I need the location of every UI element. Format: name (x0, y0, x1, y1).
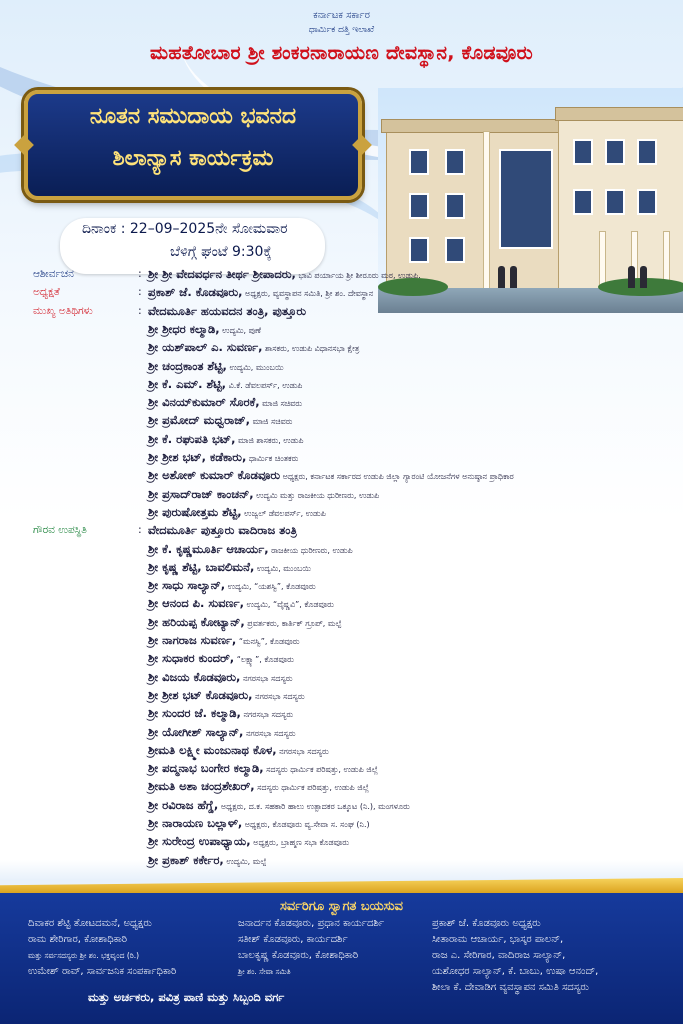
guest-row (148, 340, 359, 355)
guest-name: ಶ್ರೀ ಸಾಧು ಸಾಲ್ಯಾನ್, (148, 578, 226, 593)
guest-designation: ನಗರಸಭಾ ಸದಸ್ಯರು (240, 710, 294, 720)
guest-name: ಶ್ರೀ ನಾಗರಾಜ ಸುವರ್ಣ, (148, 633, 237, 647)
guest-designation: ಉದ್ಯಮಿ, ಮುಂಬಯಿ (254, 563, 312, 573)
guest-row (148, 377, 302, 392)
guest-name: ಪ್ರಕಾಶ್ ಜೆ. ಕೊಡವೂರು, (148, 285, 243, 300)
guest-name: ಶ್ರೀ ಪ್ರಮೋದ್ ಮಧ್ವರಾಜ್, (148, 413, 251, 428)
footer-line: ಮತ್ತು ಸರ್ವಸದಸ್ಯರು ಶ್ರೀ ಶಂ. ಭಕ್ತವೃಂದ (ರಿ.) (28, 951, 140, 960)
guest-role-label: ಅಧ್ಯಕ್ಷತೆ (33, 286, 60, 299)
guest-designation: ಅಧ್ಯಕ್ಷರು, ಬ್ರಾಹ್ಮಣ ಸಭಾ ಕೊಡವೂರು (250, 838, 349, 848)
guest-row (148, 816, 370, 831)
guest-row (148, 670, 293, 685)
guest-row (148, 725, 296, 740)
guest-name: ಶ್ರೀ ಸುರೇಂದ್ರ ಉಪಾಧ್ಯಾಯ, (148, 834, 251, 849)
guest-name: ಶ್ರೀಮತಿ ಅಶಾ ಚಂದ್ರಶೇಖರ್, (148, 779, 255, 794)
colon-separator: : (138, 523, 142, 537)
guest-designation: ಅಧ್ಯಕ್ಷರು, ಕೊಡವೂರು ವ್ಯ.ಸೇವಾ ಸ. ಸಂಘ (ನಿ.) (242, 820, 370, 829)
guest-designation: ರಾಜಕೀಯ ಧುರೀಣರು, ಉಡುಪಿ (268, 545, 353, 555)
guest-name: ಶ್ರೀ ಶ್ರೀ ವೇದವರ್ಧನ ತೀರ್ಥ ಶ್ರೀಪಾದರು, (148, 267, 296, 281)
guest-name: ಶ್ರೀ ಚಂದ್ರಕಾಂತ ಶೆಟ್ಟಿ, (148, 358, 227, 373)
footer-line: ಶೀಲಾ ಕೆ. ದೇವಾಡಿಗ ವ್ಯವಸ್ಥಾಪನ ಸಮಿತಿ ಸದಸ್ಯರು (432, 982, 589, 993)
guest-name: ಶ್ರೀ ನಾರಾಯಣ ಬಲ್ಲಾಳ್, (148, 816, 243, 830)
guest-designation: ಭಾವಿ ಪರ್ಯಾಯ ಶ್ರೀ ಶೀರೂರು ಮಠ, ಉಡುಪಿ. (295, 271, 421, 280)
guest-designation: ಅಧ್ಯಕ್ಷರು, ಕರ್ನಾಟಕ ಸರ್ಕಾರದ ಉಡುಪಿ ಜಿಲ್ಲಾ ಗ್ಯಾರಂಟಿ ಯೋಜನೆಗಳ ಅನುಷ್ಠಾನ ಪ್ರಾಧಿಕಾರ (280, 472, 514, 482)
guest-row (148, 834, 349, 849)
guest-designation: ನಗರಸಭಾ ಸದಸ್ಯರು (240, 673, 293, 683)
guest-row (148, 596, 334, 611)
temple-title: ಮಹತೋಬಾರ ಶ್ರೀ ಶಂಕರನಾರಾಯಣ ದೇವಸ್ಥಾನ, ಕೊಡವೂರು (150, 42, 533, 64)
guest-name: ಶ್ರೀ ಶ್ರೀಶ ಭಟ್ ಕೊಡವೂರು, (148, 687, 253, 702)
guest-name: ವೇದಮೂರ್ತಿ ಪುತ್ತೂರು ವಾದಿರಾಜ ತಂತ್ರಿ (148, 523, 297, 538)
footer-column-seva-samiti (238, 916, 384, 980)
footer-line: ದಿವಾಕರ ಶೆಟ್ಟಿ ತೋಟದಮನೆ, ಅಧ್ಯಕ್ಷರು (28, 918, 152, 929)
guest-row (148, 450, 298, 465)
guest-name: ಶ್ರೀ ಕೃಷ್ಣ ಶೆಟ್ಟಿ, ಬಾವಲಿಮನೆ, (148, 559, 255, 574)
footer-line: ಶ್ರೀ ಶಂ. ಸೇವಾ ಸಮಿತಿ (238, 967, 291, 976)
guest-row (148, 560, 311, 575)
guest-row (148, 688, 305, 703)
footer-line: ಪ್ರಕಾಶ್ ಜೆ. ಕೊಡವೂರು ಅಧ್ಯಕ್ಷರು (432, 918, 541, 929)
guest-row (148, 505, 326, 520)
guest-row (148, 615, 342, 630)
welcome-heading: ಸರ್ವರಿಗೂ ಸ್ವಾಗತ ಬಯಸುವ (279, 899, 404, 914)
guest-row (148, 542, 353, 557)
guest-designation: ಮಾಜಿ ಶಾಸಕರು, ಉಡುಪಿ (235, 435, 304, 445)
guest-name: ಶ್ರೀ ರವಿರಾಜ ಹೆಗ್ಡೆ, (148, 797, 219, 812)
event-date: ದಿನಾಂಕ : 22–09–2025ನೇ ಸೋಮವಾರ (82, 221, 288, 237)
guest-name: ಶ್ರೀ ಪದ್ಮನಾಭ ಬಂಗೇರ ಕಲ್ಮಾಡಿ, (148, 761, 264, 776)
colon-separator: : (138, 303, 142, 317)
guest-designation: ಸದಸ್ಯರು ಧಾರ್ಮಿಕ ಪರಿಷತ್ತು, ಉಡುಪಿ ಜಿಲ್ಲೆ (263, 765, 379, 775)
person-figure (628, 266, 635, 288)
guest-designation: ಸದಸ್ಯರು ಧಾರ್ಮಿಕ ಪರಿಷತ್ತು, ಉಡುಪಿ ಜಿಲ್ಲೆ (254, 783, 370, 793)
guest-row (148, 523, 297, 538)
guest-name: ಶ್ರೀ ಕೆ. ಎಮ್. ಶೆಟ್ಟಿ, (148, 376, 227, 391)
event-title-line2: ಶಿಲಾನ್ಯಾಸ ಕಾರ್ಯಕ್ರಮ (112, 146, 274, 171)
guest-row (148, 743, 329, 758)
guest-row (148, 761, 378, 776)
guest-row (148, 432, 303, 447)
guest-row (148, 304, 306, 319)
footer-note: ಮತ್ತು ಅರ್ಚಕರು, ಪವಿತ್ರ ಪಾಣಿ ಮತ್ತು ಸಿಬ್ಬಂದಿ ವರ್ಗ (88, 990, 285, 1004)
guest-designation: “ಲಕ್ಷ್ಯಾ”, ಕೊಡವೂರು (234, 655, 294, 665)
guest-name: ಶ್ರೀ ಕೆ. ಕೃಷ್ಣಮೂರ್ತಿ ಆಚಾರ್ಯ, (148, 541, 269, 556)
guest-designation: ಪ್ರವರ್ತಕರು, ಕಾರ್ತಿಕ್ ಗ್ರೂಪ್, ಮಲ್ಪೆ (244, 618, 342, 628)
guest-row (148, 359, 284, 374)
guest-designation: ಉದ್ಯಮಿ ಮತ್ತು ರಾಜಕೀಯ ಧುರೀಣರು, ಉಡುಪಿ (253, 490, 380, 500)
guest-name: ಶ್ರೀ ವಿಜಯ ಕೊಡವೂರು, (148, 669, 241, 684)
guest-row (148, 651, 294, 666)
dept-name: ಧಾರ್ಮಿಕ ದತ್ತಿ ಇಲಾಖೆ (308, 25, 375, 35)
guest-row (148, 468, 514, 483)
guest-designation: ಉದ್ಯಮಿ, ಮಲ್ಪೆ (223, 856, 267, 866)
guest-name: ಶ್ರೀಮತಿ ಲಕ್ಷ್ಮೀ ಮಂಜುನಾಥ ಕೊಳ, (148, 742, 277, 757)
event-title-board (24, 90, 362, 200)
guest-row (148, 779, 369, 794)
guest-name: ಶ್ರೀ ಸುಂದರ ಜೆ. ಕಲ್ಮಾಡಿ, (148, 706, 241, 721)
guest-name: ಶ್ರೀ ಪ್ರಕಾಶ್ ಕರ್ಕೇರ, (148, 852, 224, 867)
guest-designation: ಶಾಸಕರು, ಉಡುಪಿ ವಿಧಾನಸಭಾ ಕ್ಷೇತ್ರ (262, 344, 360, 354)
guest-row (148, 578, 316, 593)
event-time: ಬೆಳಿಗ್ಗೆ ಘಂಟೆ 9:30ಕ್ಕೆ (170, 244, 272, 260)
event-title-line1: ನೂತನ ಸಮುದಾಯ ಭವನದ (89, 104, 297, 129)
colon-separator: : (138, 285, 142, 299)
guest-name: ಶ್ರೀ ಪುರುಷೋತ್ತಮ ಶೆಟ್ಟಿ, (148, 504, 242, 519)
guest-designation: ಅಧ್ಯಕ್ಷರು, ದ.ಕ. ಸಹಕಾರಿ ಹಾಲು ಉತ್ಪಾದಕರ ಒಕ್ಕೂಟ (ನಿ.), ಮಂಗಳೂರು (218, 801, 410, 811)
building-side-block (558, 118, 683, 293)
guest-name: ಶ್ರೀ ಶ್ರೀಶ ಭಟ್, ಕಡೆಕಾರು, (148, 450, 247, 464)
building-main-block (386, 130, 566, 290)
guest-row (148, 706, 293, 721)
guest-name: ಶ್ರೀ ವಿನಯ್‌ಕುಮಾರ್ ಸೊರಕೆ, (148, 395, 260, 410)
guest-designation: ನಗರಸಭಾ ಸದಸ್ಯರು (243, 728, 296, 738)
guest-role-label: ಮುಖ್ಯ ಅತಿಥಿಗಳು (33, 304, 93, 317)
footer-line: ಯಶೋಧರ ಸಾಲ್ಯಾನ್, ಕೆ. ಬಾಬು, ಉಷಾ ಆನಂದ್, (432, 966, 599, 977)
guest-row (148, 285, 373, 300)
guest-designation: ನಗರಸಭಾ ಸದಸ್ಯರು (276, 746, 329, 756)
person-figure (640, 266, 647, 288)
footer-line: ಉಮೇಶ್ ರಾವ್, ಸಾರ್ವಜನಿಕ ಸಂಪರ್ಕಾಧಿಕಾರಿ (28, 966, 177, 977)
community-hall-image (378, 88, 683, 313)
guest-name: ಶ್ರೀ ಆನಂದ ಪಿ. ಸುವರ್ಣ, (148, 596, 245, 611)
guest-name: ಶ್ರೀ ಶ್ರೀಧರ ಕಲ್ಮಾಡಿ, (148, 321, 220, 336)
footer-line: ರಾಮ ಶೇರಿಗಾರ, ಕೋಶಾಧಿಕಾರಿ (28, 934, 128, 945)
guest-designation: “ಮನಸ್ವಿ”, ಕೊಡವೂರು (236, 637, 300, 646)
guest-name: ಶ್ರೀ ಯಶ್‌ಪಾಲ್ ಎ. ಸುವರ್ಣ, (148, 340, 263, 355)
guest-row (148, 633, 300, 648)
guest-row (148, 395, 302, 410)
guest-row (148, 798, 410, 813)
footer-line: ಬಾಲಕೃಷ್ಣ ಕೊಡವೂರು, ಕೋಶಾಧಿಕಾರಿ (238, 950, 359, 961)
person-figure (510, 266, 517, 288)
guest-name: ಶ್ರೀ ಅಶೋಕ್ ಕುಮಾರ್ ಕೊಡವೂರು (148, 468, 281, 483)
footer-line: ಸತೀಶ್ ಕೊಡವೂರು, ಕಾರ್ಯದರ್ಶಿ (238, 934, 348, 945)
guest-designation: ಮಾಜಿ ಸಚಿವರು (250, 417, 293, 427)
footer-line: ಸೀತಾರಾಮ ಆಚಾರ್ಯ, ಭಾಸ್ಕರ ಪಾಲನ್, (432, 934, 564, 945)
guest-role-label: ಆಶೀರ್ವಚನ (33, 268, 74, 280)
guest-row (148, 267, 421, 282)
guest-designation: ಧಾರ್ಮಿಕ ಚಿಂತಕರು (246, 454, 299, 463)
guest-designation: ಉದ್ಯಮಿ, ಮುಂಬಯಿ (226, 362, 284, 372)
footer-line: ರಾಜ ಎ. ಸೇರಿಗಾರ, ವಾದಿರಾಜ ಸಾಲ್ಯಾನ್, (432, 950, 566, 961)
guest-designation: ವಿ.ಕೆ. ಡೆವಲಪರ್ಸ್, ಉಡುಪಿ (226, 380, 303, 390)
guest-name: ಶ್ರೀ ಕೆ. ರಘುಪತಿ ಭಟ್, (148, 431, 236, 446)
guest-designation: ಅಧ್ಯಕ್ಷರು, ವ್ಯವಸ್ಥಾಪನ ಸಮಿತಿ, ಶ್ರೀ ಶಂ. ದೇವಸ್ಥಾನ (242, 289, 374, 299)
guest-designation: ಉದ್ಯಮಿ, “ಯಶಸ್ವಿ”, ಕೊಡವೂರು (225, 582, 316, 592)
footer-line: ಜನಾರ್ದನ ಕೊಡವೂರು, ಪ್ರಧಾನ ಕಾರ್ಯದರ್ಶಿ (238, 918, 385, 929)
guest-name: ವೇದಮೂರ್ತಿ ಹಯವದನ ತಂತ್ರಿ, ಪುತ್ತೂರು (148, 303, 307, 318)
guest-row (148, 322, 261, 337)
guest-designation: ಉದ್ಯಮಿ, “ವೈಷ್ಣವಿ”, ಕೊಡವೂರು (244, 600, 334, 610)
guest-name: ಶ್ರೀ ಸುಧಾಕರ ಕುಂದರ್, (148, 651, 235, 666)
person-figure (498, 266, 505, 288)
guest-row (148, 853, 267, 868)
govt-name: ಕರ್ನಾಟಕ ಸರ್ಕಾರ (313, 10, 370, 21)
guest-row (148, 487, 379, 502)
guest-name: ಶ್ರೀ ಹರಿಯಪ್ಪ ಕೋಟ್ಯಾನ್, (148, 614, 245, 629)
footer-column-committee (432, 916, 598, 996)
guest-designation: ಮಾಜಿ ಸಚಿವರು (259, 399, 303, 409)
footer-column-bhaktavrunda (28, 916, 176, 980)
guest-designation: ಉಜ್ವಲ್ ಡೆವಲಪರ್ಸ್, ಉಡುಪಿ (241, 508, 326, 518)
guest-name: ಶ್ರೀ ಪ್ರಸಾದ್‌ರಾಜ್ ಕಾಂಚನ್, (148, 486, 254, 501)
guest-role-label: ಗೌರವ ಉಪಸ್ಥಿತಿ (33, 524, 87, 537)
guest-designation: ಉದ್ಯಮಿ, ಪುಣೆ (219, 325, 261, 335)
guest-row (148, 413, 292, 428)
guest-designation: ನಗರಸಭಾ ಸದಸ್ಯರು (252, 691, 305, 701)
colon-separator: : (138, 267, 142, 280)
guest-name: ಶ್ರೀ ಯೋಗೀಶ್ ಸಾಲ್ಯಾನ್, (148, 724, 244, 739)
